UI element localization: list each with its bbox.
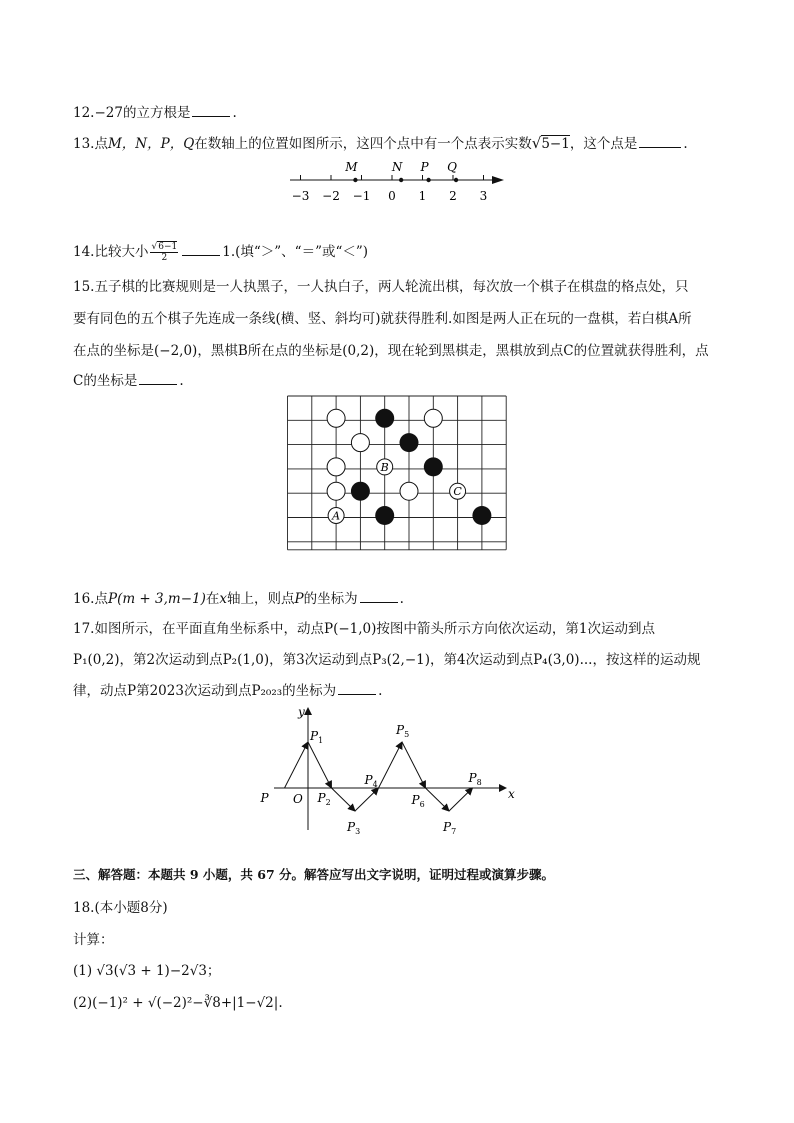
point-label: $P_7$ — [443, 820, 457, 836]
point-dot — [454, 178, 458, 182]
point-dot — [399, 178, 403, 182]
q18-item-1: (1) √3(√3 + 1)−2√3； — [73, 963, 221, 979]
motion-graph — [260, 702, 522, 838]
q15-line-3 — [73, 342, 709, 360]
x-axis-label: x — [508, 787, 515, 801]
q13-text-b: 在数轴上的位置如图所示，这四个点中有一个点表示实数 — [194, 136, 532, 152]
path-segment — [308, 742, 332, 788]
white-stone — [327, 482, 345, 500]
q15-line-1 — [73, 278, 688, 296]
black-stone — [424, 457, 443, 476]
q16-number: 16. — [73, 591, 95, 607]
q17-line-1 — [73, 620, 655, 638]
q12-text: −27的立方根是 — [94, 105, 191, 121]
q16-text-a: 点 — [94, 591, 108, 607]
q16-expr: P(m + 3,m−1) — [107, 591, 206, 607]
stone-label: B — [380, 460, 389, 474]
question-12 — [73, 104, 237, 122]
q15-end: . — [179, 373, 184, 389]
q14-text-b: 1.(填“＞”、“＝”或“＜”) — [222, 244, 369, 260]
tick-label: −2 — [322, 189, 340, 203]
q15-line3: 在点的坐标是(−2,0)，黑棋B所在点的坐标是(0,2)，现在轮到黑棋走，黑棋放到点C的位置就获得胜利，点 — [73, 343, 709, 359]
tick-label: 2 — [449, 189, 457, 203]
q14-number: 14. — [73, 244, 95, 260]
q17-line2: P₁(0,2)，第2次运动到点P₂(1,0)，第3次运动到点P₃(2,−1)，第4次运动到点P₄(3,0)...，按这样的运动规 — [73, 652, 701, 668]
answer-blank[interactable] — [360, 590, 398, 603]
q15-line-4 — [73, 372, 184, 390]
q12-end: . — [232, 105, 237, 121]
point-label: M — [345, 160, 358, 174]
black-stone — [375, 409, 394, 428]
path-segment — [332, 788, 356, 811]
y-axis-label: y — [298, 705, 305, 719]
q13-end: . — [683, 136, 688, 152]
section-3-header: 三、解答题：本题共 9 小题，共 67 分。解答应写出文字说明，证明过程或演算步骤。 — [73, 867, 555, 882]
q13-text-a: 点 — [94, 136, 108, 152]
q14-frac-den: 2 — [161, 253, 168, 263]
point-label: Q — [447, 160, 457, 174]
q18-prompt: 计算： — [73, 932, 114, 948]
point-label: P — [260, 791, 269, 805]
q16-var-x: x — [219, 591, 228, 607]
q16-end: . — [399, 591, 404, 607]
arrow-right-icon — [492, 176, 504, 184]
white-stone — [327, 409, 345, 427]
gomoku-board — [286, 395, 508, 553]
path-segment — [379, 742, 403, 788]
q16-text-b: 在 — [205, 591, 220, 607]
q15-line-2 — [73, 310, 692, 328]
point-label: N — [391, 160, 403, 174]
tick-label: 0 — [388, 189, 396, 203]
sqrt-icon: √ — [151, 242, 158, 252]
path-segment — [426, 788, 450, 811]
question-16 — [73, 590, 404, 608]
point-label: $P_1$ — [310, 729, 324, 745]
path-segment — [402, 742, 426, 788]
question-13 — [73, 134, 688, 153]
tick-label: 1 — [418, 189, 427, 203]
q17-line-3 — [73, 682, 382, 700]
black-stone — [351, 482, 370, 501]
point-dot — [353, 178, 357, 182]
tick-label: 3 — [479, 189, 488, 203]
point-label: $P_4$ — [364, 773, 378, 789]
point-label: $P_3$ — [347, 820, 361, 836]
q15-line4: C的坐标是 — [73, 373, 138, 389]
white-stone — [400, 482, 418, 500]
q15-number: 15. — [73, 279, 95, 295]
q13-points-list: M，N，P，Q — [107, 136, 195, 152]
stone-label: A — [332, 509, 341, 523]
q12-number: 12. — [73, 105, 95, 121]
tick-label: −3 — [291, 189, 310, 203]
black-stone — [400, 433, 419, 452]
answer-blank[interactable] — [192, 104, 230, 117]
q13-text-c: ，这个点是 — [569, 136, 638, 152]
point-label: $P_8$ — [468, 771, 482, 787]
q17-number: 17. — [73, 621, 95, 637]
q18-item-2: (2)(−1)² + √(−2)²−∛8+|1−√2|. — [73, 995, 283, 1011]
q14-frac-num: 6−1 — [158, 242, 178, 252]
q16-text-c: 轴上，则点 — [227, 591, 295, 607]
answer-blank[interactable] — [182, 243, 220, 256]
q18-header: 18.(本小题8分) — [73, 900, 168, 916]
stone-label: C — [453, 485, 462, 499]
point-label: $P_5$ — [396, 723, 410, 739]
answer-blank[interactable] — [338, 682, 376, 695]
q17-line-2 — [73, 651, 700, 669]
point-label: $P_6$ — [411, 793, 425, 809]
white-stone — [424, 409, 442, 427]
fraction — [150, 242, 178, 263]
path-segment — [285, 742, 309, 788]
sqrt-icon: √ — [531, 134, 542, 152]
black-stone — [472, 506, 491, 525]
q17-line3: 律，动点P第2023次运动到点P₂₀₂₃的坐标为 — [73, 683, 337, 699]
answer-blank[interactable] — [639, 135, 681, 148]
q13-expr: 5−1 — [541, 136, 570, 152]
path-segment — [355, 788, 379, 811]
white-stone — [351, 434, 369, 452]
point-label: $P_2$ — [317, 791, 331, 807]
q13-number: 13. — [73, 136, 95, 152]
question-14 — [73, 242, 368, 263]
q14-text-a: 比较大小 — [94, 244, 149, 260]
point-label: P — [420, 160, 429, 174]
q15-line2: 要有同色的五个棋子先连成一条线(横、竖、斜均可)就获得胜利.如图是两人正在玩的一盘棋，若白棋A所 — [73, 311, 692, 327]
q16-var-p: P — [294, 591, 304, 607]
point-dot — [426, 178, 430, 182]
q15-line1: 五子棋的比赛规则是一人执黑子，一人执白子，两人轮流出棋，每次放一个棋子在棋盘的格点处，只 — [94, 279, 689, 295]
white-stone — [327, 458, 345, 476]
q17-end: . — [378, 683, 383, 699]
number-line — [286, 158, 510, 206]
answer-blank[interactable] — [139, 372, 177, 385]
q17-line1: 如图所示，在平面直角坐标系中，动点P(−1,0)按图中箭头所示方向依次运动，第1次运动到点 — [94, 621, 655, 637]
tick-label: −1 — [352, 189, 371, 203]
black-stone — [375, 506, 394, 525]
origin-label: O — [293, 792, 303, 806]
path-segment — [449, 788, 473, 811]
q16-text-d: 的坐标为 — [303, 591, 358, 607]
